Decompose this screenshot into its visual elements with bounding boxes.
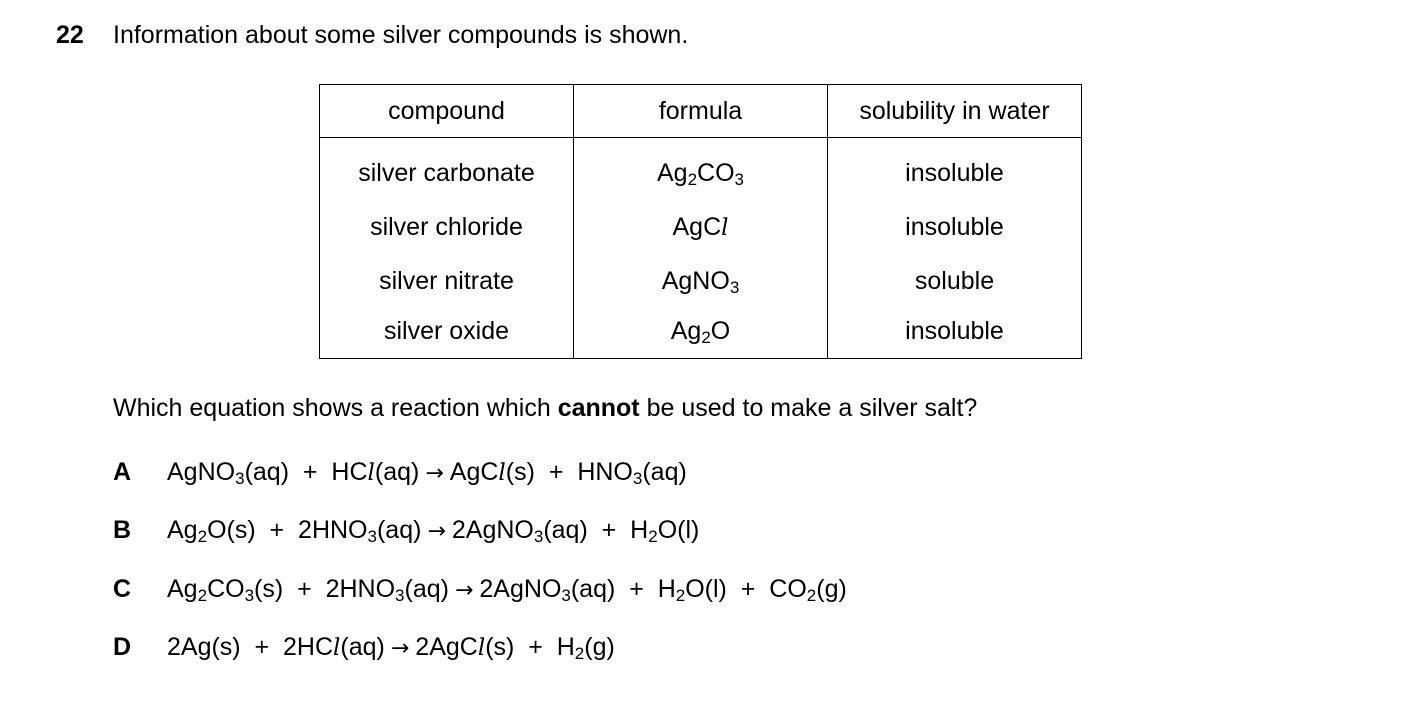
- option-c-letter[interactable]: C: [113, 575, 132, 603]
- option-c-equation[interactable]: [167, 572, 847, 608]
- reaction-arrow-icon: →: [454, 578, 474, 603]
- table-row: [320, 308, 1082, 359]
- reaction-arrow-icon: →: [425, 461, 444, 486]
- header-solubility: solubility in water: [828, 85, 1082, 138]
- table-row: [320, 254, 1082, 308]
- reaction-arrow-icon: →: [427, 519, 446, 544]
- prompt-text-before: Which equation shows a reaction which: [113, 394, 558, 422]
- table-row: [320, 200, 1082, 254]
- script-l: l: [477, 635, 486, 661]
- subscript: 2: [197, 527, 208, 546]
- option-d-letter[interactable]: D: [113, 633, 132, 661]
- prompt-emphasis: cannot: [557, 394, 640, 422]
- formula-text: (aq) + H: [543, 516, 649, 544]
- formula-text: AgNO: [661, 266, 730, 295]
- subscript: 3: [561, 586, 571, 605]
- formula-text: 2AgNO: [479, 575, 562, 603]
- cell-formula: [574, 254, 828, 308]
- header-formula: formula: [574, 85, 828, 138]
- option-b-equation[interactable]: [167, 513, 699, 549]
- script-l: l: [333, 635, 341, 661]
- subscript: 2: [701, 327, 711, 347]
- formula-text: O(l) + CO: [685, 575, 807, 603]
- subscript: 3: [632, 469, 643, 488]
- cell-compound: silver oxide: [320, 308, 574, 359]
- formula-text: O(l): [657, 516, 700, 544]
- option-b-letter[interactable]: B: [113, 516, 132, 544]
- subscript: 2: [197, 586, 208, 605]
- subscript: 2: [675, 586, 686, 605]
- cell-formula: [574, 138, 828, 201]
- subscript: 2: [687, 169, 698, 189]
- formula-text: (s) + 2HNO: [254, 575, 396, 603]
- formula-text: 2Ag(s) + 2HC: [167, 633, 334, 661]
- formula-text: (aq): [404, 575, 449, 603]
- question-prompt: [113, 391, 977, 425]
- subscript: 3: [533, 527, 544, 546]
- cell-compound: silver chloride: [320, 200, 574, 254]
- formula-text: Ag: [656, 158, 688, 187]
- formula-text: (aq): [340, 633, 385, 661]
- option-a-equation[interactable]: [167, 455, 687, 491]
- subscript: 3: [729, 277, 740, 297]
- formula-text: (aq) + H: [570, 575, 676, 603]
- script-l: l: [721, 214, 729, 241]
- subscript: 3: [244, 586, 255, 605]
- subscript: 3: [235, 469, 245, 488]
- formula-text: O(s) + 2HNO: [207, 516, 368, 544]
- formula-text: AgNO: [167, 458, 236, 486]
- silver-compounds-table: [319, 84, 1082, 359]
- cell-solubility: soluble: [828, 254, 1082, 308]
- question-stem: Information about some silver compounds is shown.: [113, 21, 689, 49]
- cell-formula: [574, 200, 828, 254]
- prompt-text-after: be used to make a silver salt?: [639, 394, 978, 422]
- formula-text: (aq): [376, 516, 422, 544]
- subscript: 2: [806, 586, 817, 605]
- cell-compound: silver carbonate: [320, 138, 574, 201]
- formula-text: AgC: [449, 458, 499, 486]
- question-number: 22: [56, 21, 84, 49]
- formula-text: (s) + HNO: [505, 458, 633, 486]
- formula-text: Ag: [670, 316, 702, 345]
- header-compound: compound: [320, 85, 574, 138]
- option-d-equation[interactable]: [167, 630, 615, 666]
- formula-text: (aq): [642, 458, 687, 486]
- subscript: 3: [367, 527, 377, 546]
- formula-text: CO: [697, 158, 735, 187]
- formula-text: O: [710, 316, 731, 345]
- formula-text: (aq): [374, 458, 420, 486]
- cell-formula: [574, 308, 828, 359]
- formula-text: AgC: [672, 212, 722, 241]
- formula-text: Ag: [167, 516, 198, 544]
- formula-text: 2AgNO: [451, 516, 534, 544]
- formula-text: (g): [584, 633, 615, 661]
- cell-compound: silver nitrate: [320, 254, 574, 308]
- formula-text: CO: [207, 575, 245, 603]
- table-header-row: [320, 85, 1082, 138]
- table-row: [320, 138, 1082, 201]
- formula-text: Ag: [167, 575, 198, 603]
- formula-text: (s) + H: [485, 633, 575, 661]
- formula-text: (g): [816, 575, 847, 603]
- formula-text: 2AgC: [415, 633, 478, 661]
- script-l: l: [367, 460, 375, 486]
- formula-text: (aq) + HC: [244, 458, 368, 486]
- subscript: 3: [734, 169, 745, 189]
- cell-solubility: insoluble: [828, 200, 1082, 254]
- cell-solubility: insoluble: [828, 308, 1082, 359]
- script-l: l: [498, 460, 506, 486]
- cell-solubility: insoluble: [828, 138, 1082, 201]
- option-a-letter[interactable]: A: [113, 458, 132, 486]
- subscript: 2: [648, 527, 658, 546]
- subscript: 2: [574, 644, 585, 663]
- subscript: 3: [395, 586, 405, 605]
- reaction-arrow-icon: →: [390, 636, 410, 661]
